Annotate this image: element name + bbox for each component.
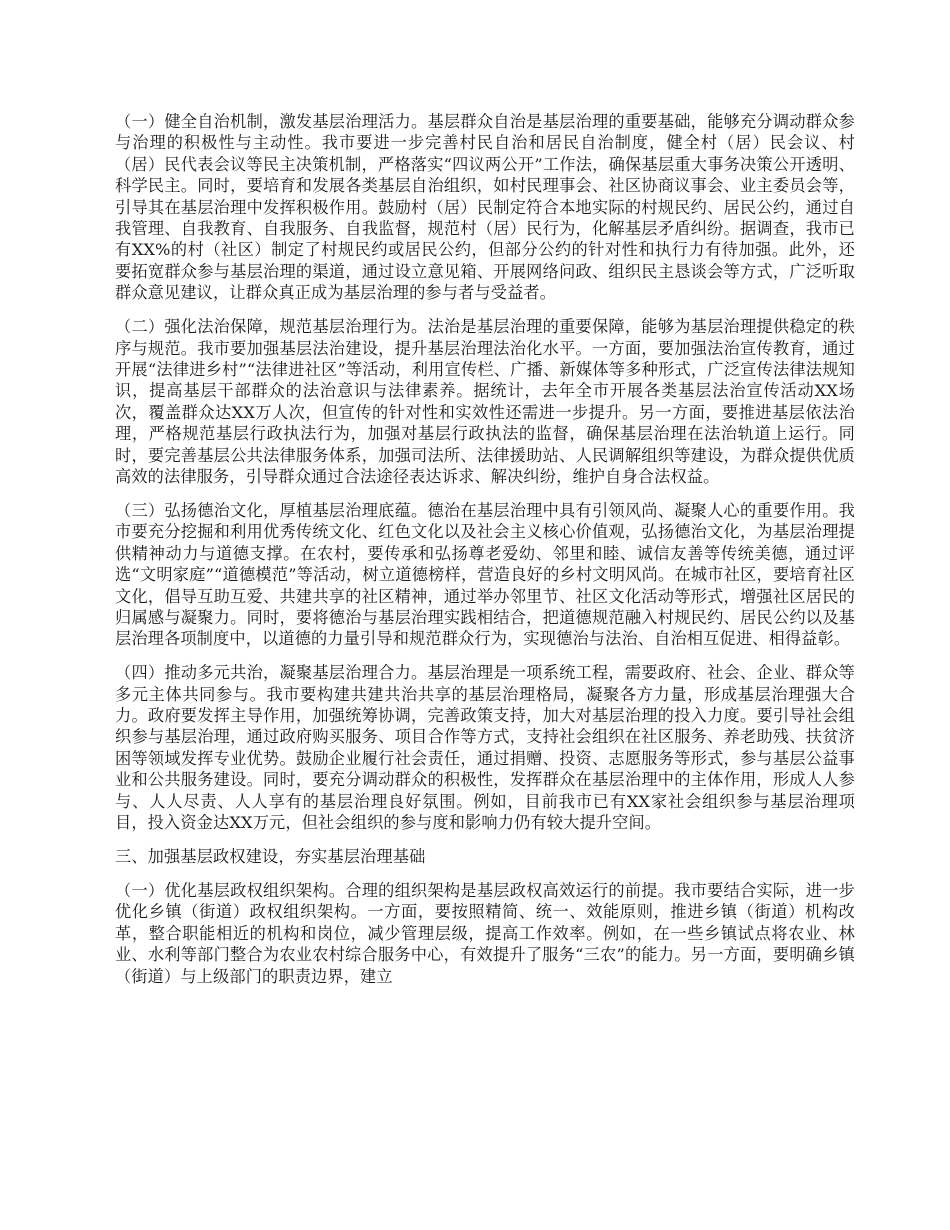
paragraph-organization-structure: （一）优化基层政权组织架构。合理的组织架构是基层政权高效运行的前提。我市要结合实际，进一步优化乡镇（街道）政权组织架构。一方面，要按照精简、统一、效能原则，推进乡镇（街道）机构改革，整合职能相近的机构和岗位，减少管理层级，提高工作效率。例如，在一些乡镇试点将农业、林业、水利等部门整合为农业农村综合服务中心，有效提升了服务“三农”的能力。另一方面，要明确乡镇（街道）与上级部门的职责边界，建立	[115, 880, 855, 986]
paragraph-self-governance: （一）健全自治机制，激发基层治理活力。基层群众自治是基层治理的重要基础，能够充分调动群众参与治理的积极性与主动性。我市要进一步完善村民自治和居民自治制度，健全村（居）民会议、村（居）民代表会议等民主决策机制，严格落实“四议两公开”工作法，确保基层重大事务决策公开透明、科学民主。同时，要培育和发展各类基层自治组织，如村民理事会、社区协商议事会、业主委员会等，引导其在基层治理中发挥积极作用。鼓励村（居）民制定符合本地实际的村规民约、居民公约，通过自我管理、自我教育、自我服务、自我监督，规范村（居）民行为，化解基层矛盾纠纷。据调查，我市已有XX%的村（社区）制定了村规民约或居民公约，但部分公约的针对性和执行力有待加强。此外，还要拓宽群众参与基层治理的渠道，通过设立意见箱、开展网络问政、组织民主恳谈会等方式，广泛听取群众意见建议，让群众真正成为基层治理的参与者与受益者。	[115, 112, 855, 303]
paragraph-multi-party-governance: （四）推动多元共治，凝聚基层治理合力。基层治理是一项系统工程，需要政府、社会、企业、群众等多元主体共同参与。我市要构建共建共治共享的基层治理格局，凝聚各方力量，形成基层治理强大合力。政府要发挥主导作用，加强统筹协调，完善政策支持，加大对基层治理的投入力度。要引导社会组织参与基层治理，通过政府购买服务、项目合作等方式，支持社会组织在社区服务、养老助残、扶贫济困等领域发挥专业优势。鼓励企业履行社会责任，通过捐赠、投资、志愿服务等形式，参与基层公益事业和公共服务建设。同时，要充分调动群众的积极性，发挥群众在基层治理中的主体作用，形成人人参与、人人尽责、人人享有的基层治理良好氛围。例如，目前我市已有XX家社会组织参与基层治理项目，投入资金达XX万元，但社会组织的参与度和影响力仍有较大提升空间。	[115, 663, 855, 833]
paragraph-rule-of-law: （二）强化法治保障，规范基层治理行为。法治是基层治理的重要保障，能够为基层治理提供稳定的秩序与规范。我市要加强基层法治建设，提升基层治理法治化水平。一方面，要加强法治宣传教育，通过开展“法律进乡村”“法律进社区”等活动，利用宣传栏、广播、新媒体等多种形式，广泛宣传法律法规知识，提高基层干部群众的法治意识与法律素养。据统计，去年全市开展各类基层法治宣传活动XX场次，覆盖群众达XX万人次，但宣传的针对性和实效性还需进一步提升。另一方面，要推进基层依法治理，严格规范基层行政执法行为，加强对基层行政执法的监督，确保基层治理在法治轨道上运行。同时，要完善基层公共法律服务体系，加强司法所、法律援助站、人民调解组织等建设，为群众提供优质高效的法律服务，引导群众通过合法途径表达诉求、解决纠纷，维护自身合法权益。	[115, 317, 855, 486]
section-heading: 三、加强基层政权建设，夯实基层治理基础	[115, 847, 426, 866]
paragraph-rule-of-virtue: （三）弘扬德治文化，厚植基层治理底蕴。德治在基层治理中具有引领风尚、凝聚人心的重要作用。我市要充分挖掘和利用优秀传统文化、红色文化以及社会主义核心价值观，弘扬德治文化，为基层治理提供精神动力与道德支撑。在农村，要传承和弘扬尊老爱幼、邻里和睦、诚信友善等传统美德，通过评选“文明家庭”“道德模范”等活动，树立道德榜样，营造良好的乡村文明风尚。在城市社区，要培育社区文化，倡导互助互爱、共建共享的社区精神，通过举办邻里节、社区文化活动等形式，增强社区居民的归属感与凝聚力。同时，要将德治与基层治理实践相结合，把道德规范融入村规民约、居民公约以及基层治理各项制度中，以道德的力量引导和规范群众行为，实现德治与法治、自治相互促进、相得益彰。	[115, 500, 855, 649]
document-page	[115, 111, 855, 999]
